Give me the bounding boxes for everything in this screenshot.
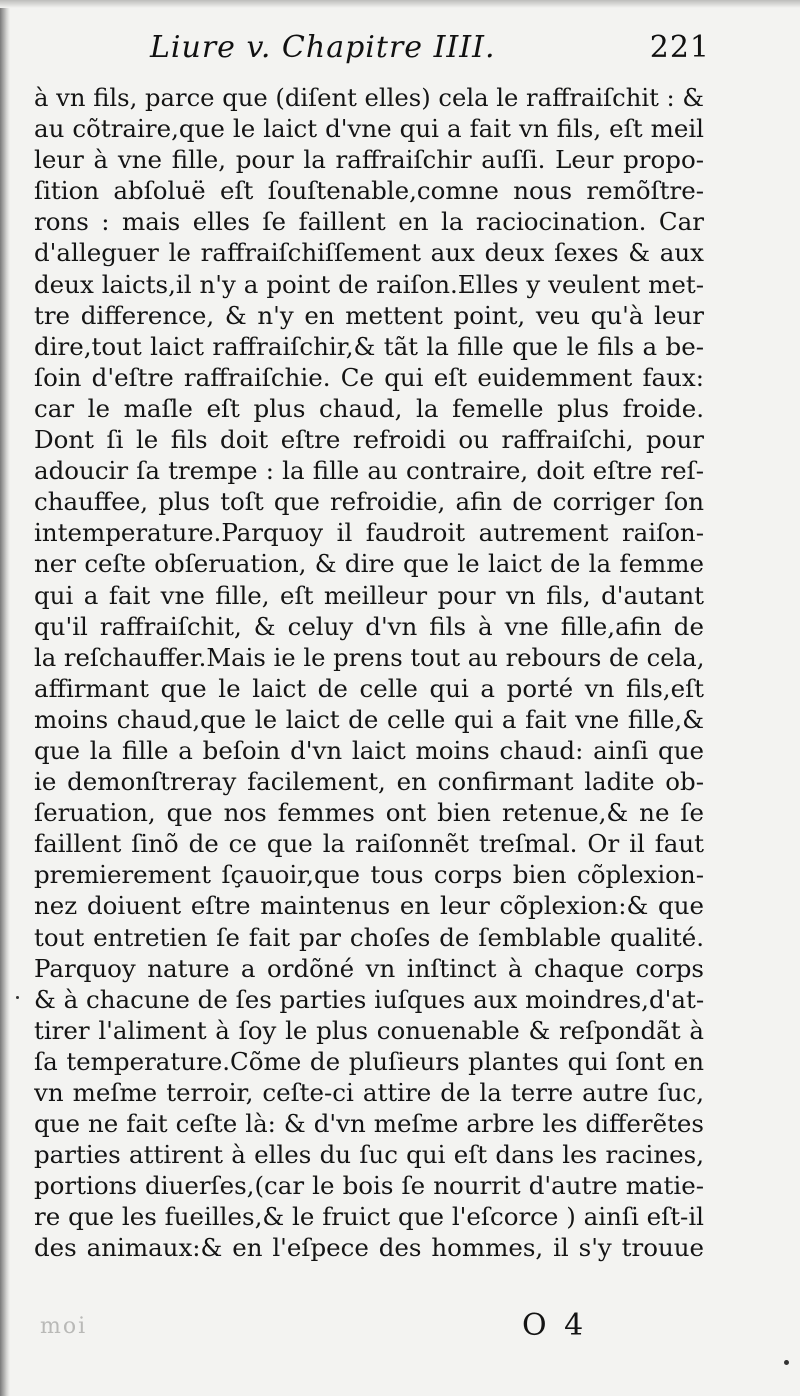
- text-line: d'alleguer le raffraiſchiſſement aux deux ſexes & aux: [34, 238, 704, 268]
- text-line: Parquoy nature a ordõné vn inſtinct à chaque corps: [34, 953, 704, 983]
- text-line: nez doiuent eſtre maintenus en leur cõplexion:& que: [34, 891, 704, 921]
- text-line: tirer l'aliment à ſoy le plus conuenable & reſpondãt à: [34, 1015, 704, 1045]
- text-line: tre difference, & n'y en mettent point, veu qu'à leur: [34, 300, 704, 330]
- signature-mark: O 4: [522, 1308, 588, 1343]
- text-line: à vn fils, parce que (diſent elles) cela le raffraiſchit : &: [34, 83, 704, 112]
- text-line: & à chacune de ſes parties iuſques aux moindres,d'at-: [34, 984, 704, 1014]
- body-text: [34, 82, 704, 1264]
- text-line: moins chaud,que le laict de celle qui a fait vne fille,&: [34, 704, 704, 734]
- text-line: affirmant que le laict de celle qui a porté vn fils,eſt: [34, 673, 704, 703]
- running-head: [150, 30, 710, 70]
- text-line: dire,tout laict raffraiſchir,& tãt la fille que le fils a be-: [34, 331, 704, 361]
- text-line: chauffee, plus toſt que refroidie, afin de corriger ſon: [34, 487, 704, 517]
- text-line: que la fille a beſoin d'vn laict moins chaud: ainſi que: [34, 735, 704, 765]
- text-line: intemperature.Parquoy il faudroit autrement raiſon-: [34, 518, 704, 548]
- page-gutter-shadow: [0, 0, 10, 1396]
- text-line: des animaux:& en l'eſpece des hommes, il s'y trouue: [34, 1233, 704, 1263]
- text-line: faillent ſinõ de ce que la raiſonnẽt treſmal. Or il faut: [34, 829, 704, 859]
- text-line: au cõtraire,que le laict d'vne qui a fait vn fils, eſt meil: [34, 114, 704, 144]
- text-line: deux laicts,il n'y a point de raiſon.Elles y veulent met-: [34, 269, 704, 299]
- text-line: ſa temperature.Cõme de pluſieurs plantes qui ſont en: [34, 1046, 704, 1076]
- text-line: rons : mais elles ſe faillent en la raciocination. Car: [34, 207, 704, 237]
- text-line: ſition abſoluë eſt ſouſtenable,comne nous remõſtre-: [34, 176, 704, 206]
- text-line: premierement ſçauoir,que tous corps bien cõplexion-: [34, 860, 704, 890]
- text-line: qu'il raffraiſchit, & celuy d'vn fils à vne fille,afin de: [34, 611, 704, 641]
- text-line: vn meſme terroir, ceſte-ci attire de la terre autre ſuc,: [34, 1078, 704, 1107]
- text-line: ner ceſte obſeruation, & dire que le laict de la femme: [34, 549, 704, 579]
- text-line: tout entretien ſe fait par choſes de ſemblable qualité.: [34, 922, 704, 952]
- text-line: leur à vne fille, pour la raffraiſchir auſſi. Leur propo-: [34, 145, 704, 175]
- text-line: re que les fueilles,& le fruict que l'eſcorce ) ainſi eſt-il: [34, 1202, 704, 1232]
- text-line: parties attirent à elles du ſuc qui eſt dans les racines,: [34, 1140, 704, 1170]
- text-line: ſeruation, que nos femmes ont bien retenue,& ne ſe: [34, 798, 704, 828]
- page-footer: [34, 1308, 704, 1348]
- ink-speck: [16, 996, 19, 999]
- bleed-through-text: moi: [40, 1314, 88, 1339]
- page-number: 221: [649, 30, 710, 65]
- text-line: adoucir ſa trempe : la fille au contraire, doit eſtre reſ-: [34, 456, 704, 486]
- text-line: portions diuerſes,(car le bois ſe nourrit d'autre matie-: [34, 1171, 704, 1201]
- ink-speck: [784, 1360, 789, 1365]
- text-line: Dont ſi le fils doit eſtre refroidi ou raffraiſchi, pour: [34, 425, 704, 455]
- text-line: la reſchauffer.Mais ie le prens tout au rebours de cela,: [34, 642, 704, 672]
- text-line: que ne fait ceſte là: & d'vn meſme arbre les differẽtes: [34, 1109, 704, 1139]
- text-line: ſoin d'eſtre raffraiſchie. Ce qui eſt euidemment faux:: [34, 362, 704, 392]
- text-line: ie demonſtreray facilement, en confirmant ladite ob-: [34, 767, 704, 797]
- text-line: car le maſle eſt plus chaud, la femelle plus froide.: [34, 393, 704, 423]
- text-line: qui a fait vne fille, eſt meilleur pour vn fils, d'autant: [34, 580, 704, 610]
- page-top-shadow: [0, 0, 800, 8]
- running-head-title: Liure v. Chapitre IIII.: [150, 30, 496, 65]
